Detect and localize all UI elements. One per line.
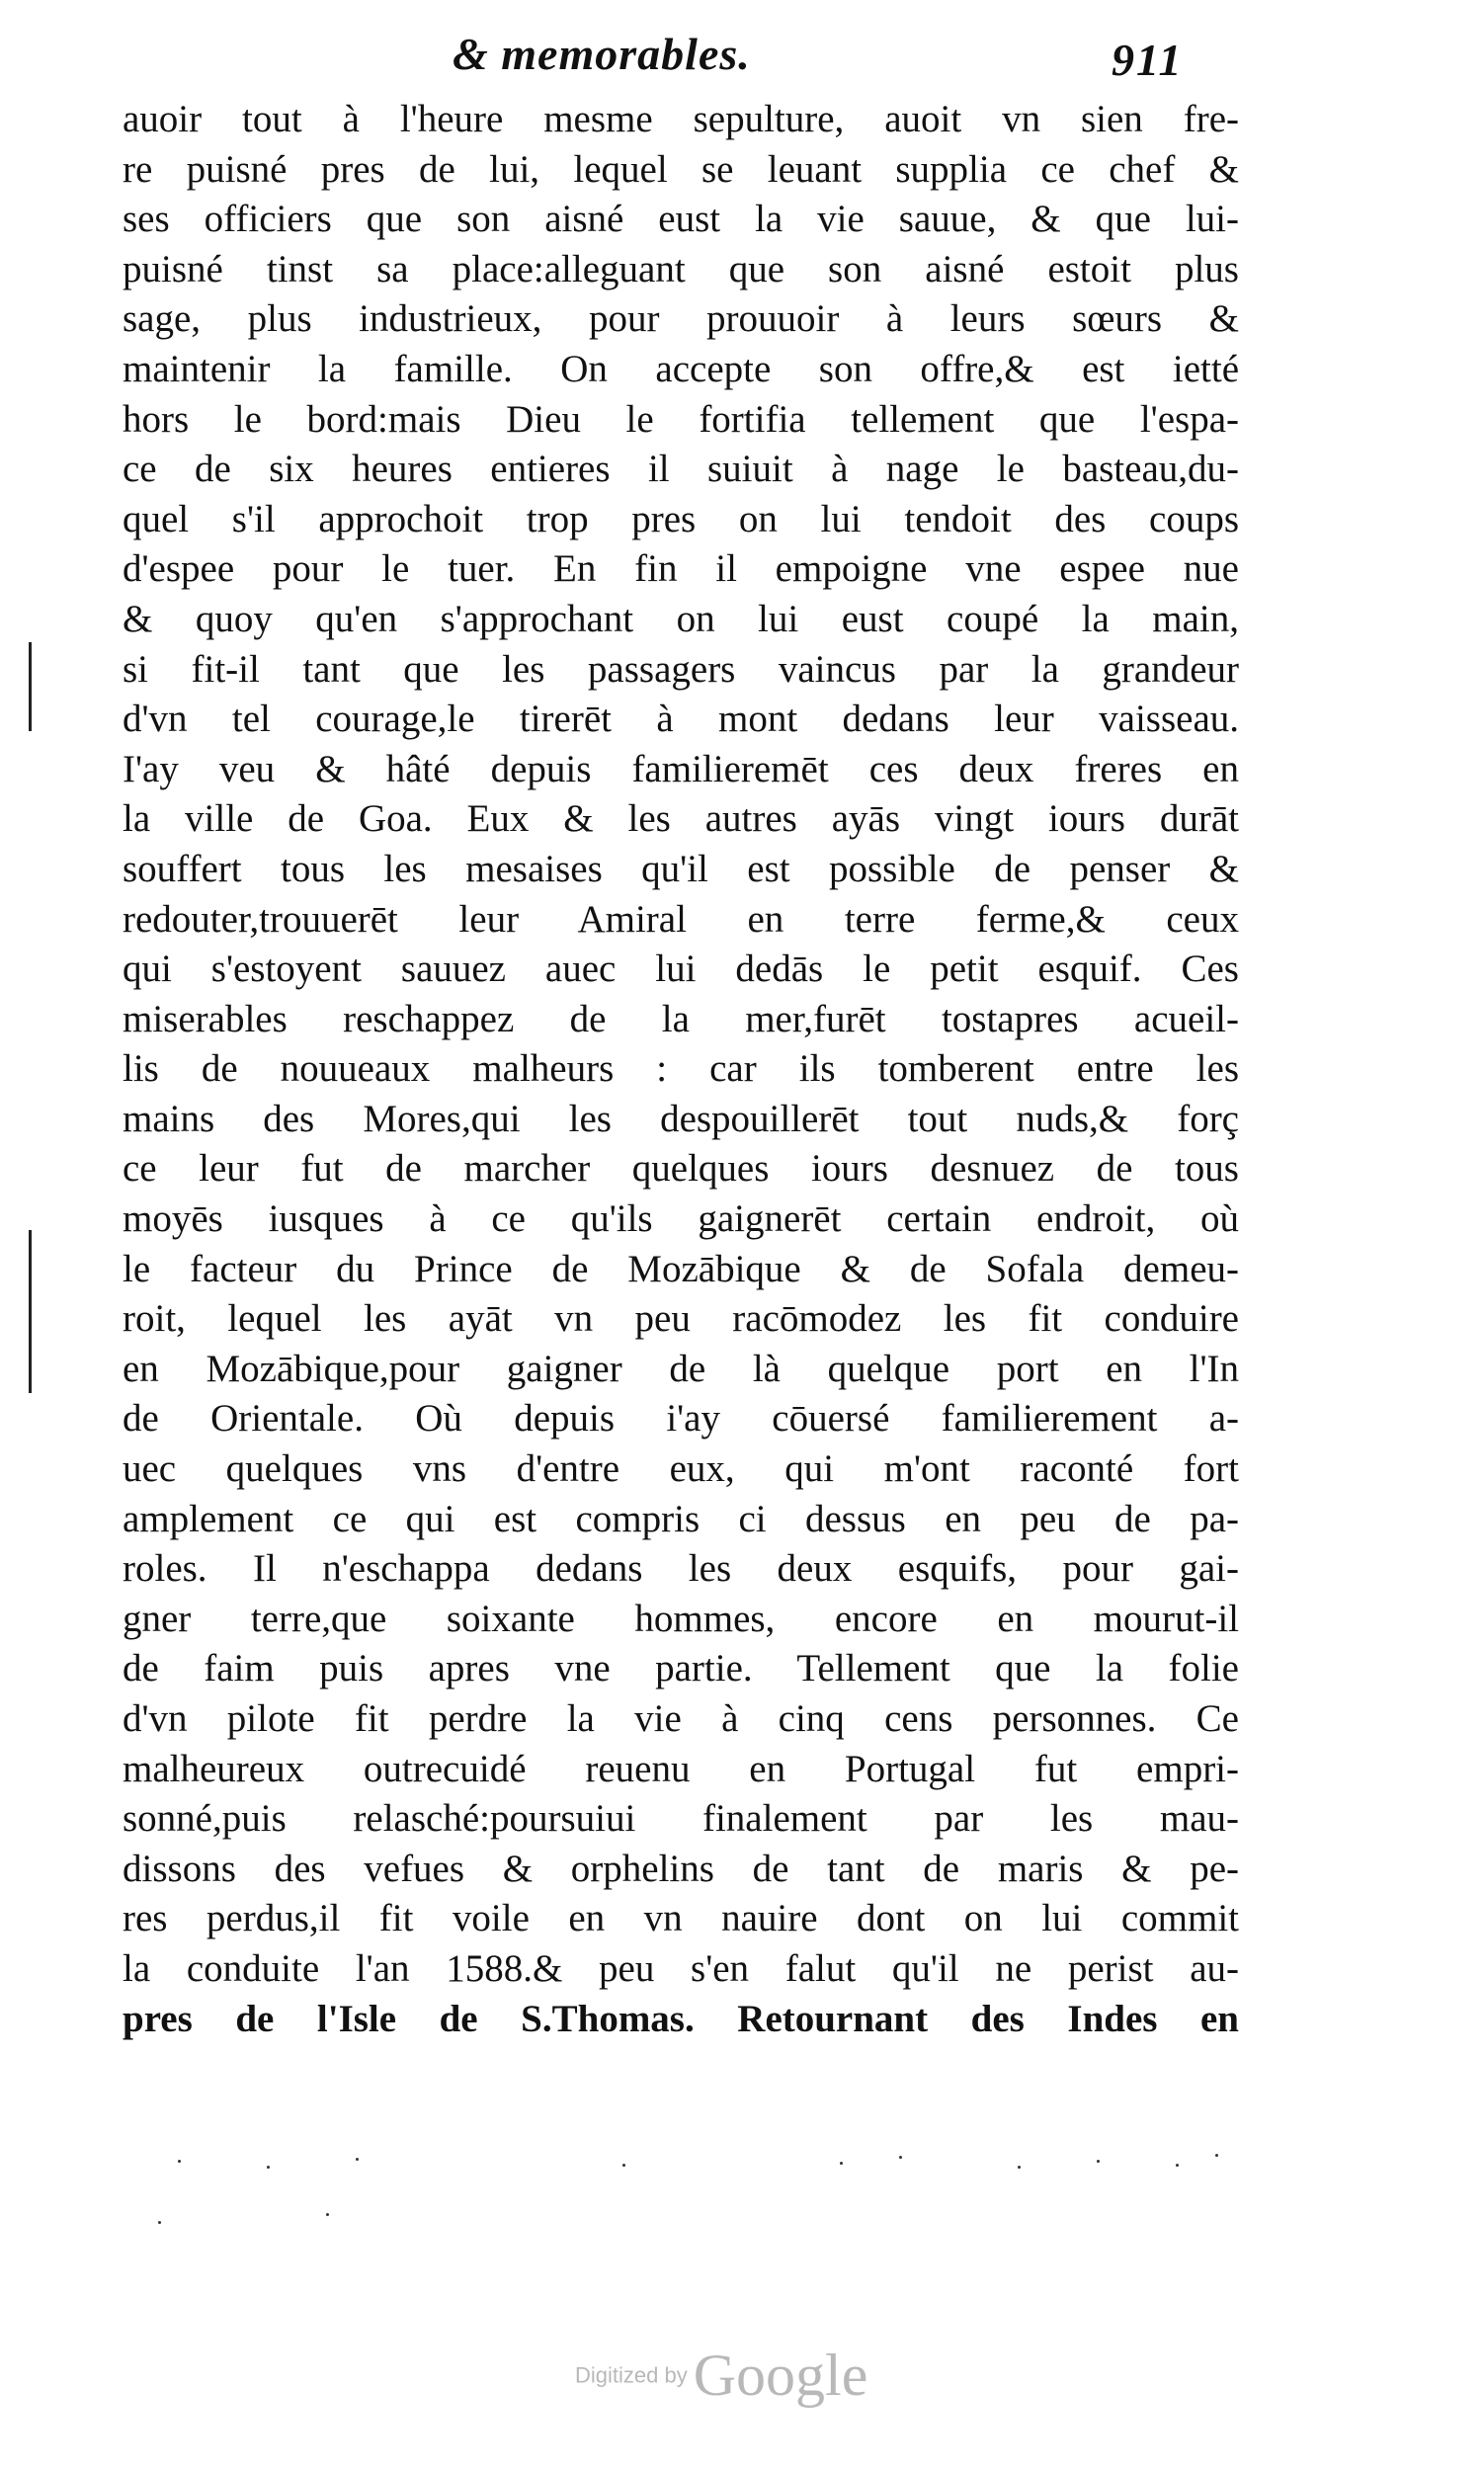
text-line: de Orientale. Où depuis i'ay cōuersé familierement a- xyxy=(123,1397,1239,1441)
text-line: ce leur fut de marcher quelques iours desnuez de tous xyxy=(123,1147,1239,1191)
body-text xyxy=(123,95,1239,2044)
text-line: auoir tout à l'heure mesme sepulture, auoit vn sien fre- xyxy=(123,98,1239,140)
text-line: miserables reschappez de la mer,furēt tostapres acueil- xyxy=(123,997,1239,1040)
text-line: roles. Il n'eschappa dedans les deux esquifs, pour gai- xyxy=(123,1547,1239,1591)
text-line: mains des Mores,qui les despouillerēt tout nuds,& forç xyxy=(123,1097,1239,1140)
text-line: uec quelques vns d'entre eux, qui m'ont raconté fort xyxy=(123,1447,1239,1491)
running-title: & memorables. xyxy=(453,29,751,79)
text-line: moyēs iusques à ce qu'ils gaignerēt certain endroit, où xyxy=(123,1197,1239,1241)
text-line: gner terre,que soixante hommes, encore en mourut-il xyxy=(123,1597,1239,1640)
text-line: I'ay veu & hâté depuis familieremēt ces deux freres en xyxy=(123,747,1239,790)
text-line: & quoy qu'en s'approchant on lui eust coupé la main, xyxy=(123,597,1239,640)
text-line: en Mozābique,pour gaigner de là quelque port en l'In xyxy=(123,1347,1239,1390)
page-number: 911 xyxy=(1112,35,1184,85)
text-line: la ville de Goa. Eux & les autres ayās vingt iours durāt xyxy=(123,797,1239,841)
print-specks xyxy=(148,2152,1235,2231)
text-line: hors le bord:mais Dieu le fortifia tellement que l'espa- xyxy=(123,397,1239,441)
text-line: lis de nouueaux malheurs : car ils tomberent entre les xyxy=(123,1047,1239,1091)
text-line: le facteur du Prince de Mozābique & de Sofala demeu- xyxy=(123,1247,1239,1290)
text-line: maintenir la famille. On accepte son offre,& est ietté xyxy=(123,347,1239,390)
text-line: re puisné pres de lui, lequel se leuant supplia ce chef & xyxy=(123,147,1239,191)
text-line: amplement ce qui est compris ci dessus en peu de pa- xyxy=(123,1497,1239,1540)
text-line: quel s'il approchoit trop pres on lui tendoit des coups xyxy=(123,497,1239,540)
digitized-watermark xyxy=(575,2342,867,2410)
margin-mark xyxy=(29,1230,32,1393)
text-line: qui s'estoyent sauuez auec lui dedās le petit esquif. Ces xyxy=(123,947,1239,991)
text-line: sage, plus industrieux, pour prouuoir à leurs sœurs & xyxy=(123,297,1239,341)
text-line: de faim puis apres vne partie. Tellement que la folie xyxy=(123,1647,1239,1690)
text-line: redouter,trouuerēt leur Amiral en terre ferme,& ceux xyxy=(123,897,1239,941)
text-line: res perdus,il fit voile en vn nauire dont on lui commit xyxy=(123,1897,1239,1940)
text-line: sonné,puis relasché:poursuiui finalement par les mau- xyxy=(123,1797,1239,1841)
google-logo: Google xyxy=(693,2343,868,2408)
text-line: ses officiers que son aisné eust la vie sauue, & que lui- xyxy=(123,198,1239,241)
margin-mark xyxy=(29,642,32,731)
text-line: la conduite l'an 1588.& peu s'en falut qu'il ne perist au- xyxy=(123,1946,1239,1990)
text-line: d'vn tel courage,le tirerēt à mont dedans leur vaisseau. xyxy=(123,698,1239,741)
text-line: pres de l'Isle de S.Thomas. Retournant des Indes en xyxy=(123,1997,1239,2040)
text-line: ce de six heures entieres il suiuit à nage le basteau,du- xyxy=(123,448,1239,491)
text-line: d'vn pilote fit perdre la vie à cinq cens personnes. Ce xyxy=(123,1697,1239,1740)
digitized-label: Digitized by xyxy=(575,2362,688,2388)
text-line: puisné tinst sa place:alleguant que son aisné estoit plus xyxy=(123,247,1239,290)
text-line: malheureux outrecuidé reuenu en Portugal fut empri- xyxy=(123,1747,1239,1790)
text-line: roit, lequel les ayāt vn peu racōmodez les fit conduire xyxy=(123,1297,1239,1341)
text-line: si fit-il tant que les passagers vaincus par la grandeur xyxy=(123,647,1239,691)
text-line: souffert tous les mesaises qu'il est possible de penser & xyxy=(123,847,1239,890)
text-line: d'espee pour le tuer. En fin il empoigne vne espee nue xyxy=(123,547,1239,591)
text-line: dissons des vefues & orphelins de tant de maris & pe- xyxy=(123,1847,1239,1890)
